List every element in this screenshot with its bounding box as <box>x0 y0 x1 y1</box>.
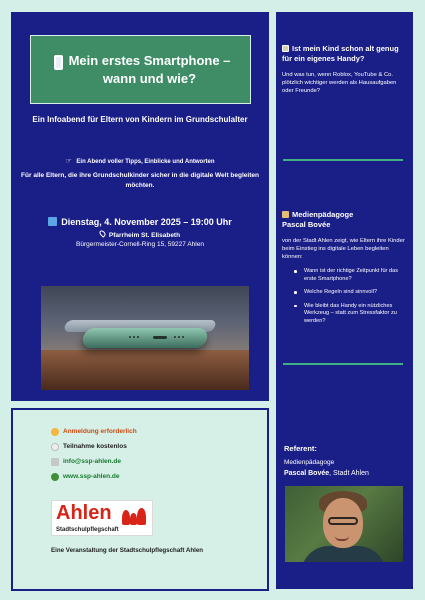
event-date-time <box>11 216 269 229</box>
referent-affiliation: , Stadt Ahlen <box>329 470 369 477</box>
family-icon <box>122 507 146 525</box>
speaker-question: Wie bleibt das Handy ein nützliches Werkzeug – statt zum Stressfaktor zu werden? <box>304 303 407 326</box>
checkmark-icon <box>51 443 59 451</box>
portrait-shirt <box>301 546 386 562</box>
organizer-text: Eine Veranstaltung der Stadtschulpflegschaft Ahlen <box>51 547 204 554</box>
event-location <box>11 230 269 240</box>
globe-icon <box>51 473 59 481</box>
speaker-portrait <box>285 486 403 562</box>
speaker-hole <box>133 336 135 338</box>
location-pin-icon <box>98 229 106 237</box>
email-icon <box>51 458 59 466</box>
location-text: Pfarrheim St. Elisabeth <box>108 232 181 239</box>
pointing-hand-icon <box>51 428 59 436</box>
speaker-intro: von der Stadt Ahlen zeigt, wie Eltern ihre Kinder beim Einstieg ins digitale Leben begleiten können: <box>282 238 405 260</box>
question-icon <box>282 45 289 52</box>
date-time-text: Dienstag, 4. November 2025 – 19:00 Uhr <box>61 217 232 227</box>
ahlen-stadtschulpflegschaft-logo <box>51 500 153 536</box>
event-info-list <box>51 424 251 484</box>
event-address: Bürgermeister-Cornell-Ring 15, 59227 Ahlen <box>76 241 204 248</box>
event-subtitle: Ein Infoabend für Eltern von Kindern im Grundschulalter <box>32 115 248 124</box>
referent-name: Pascal Bovée <box>284 470 330 477</box>
calendar-icon <box>48 217 57 226</box>
table-surface <box>41 350 249 390</box>
referent-label: Referent: <box>284 444 317 453</box>
features-heading <box>19 157 261 167</box>
charging-port <box>153 336 167 339</box>
logo-word: Ahlen <box>56 502 112 524</box>
event-title: Mein erstes Smartphone – wann und wie? <box>68 52 231 86</box>
speaker-question: Wann ist der richtige Zeitpunkt für das erste Smartphone? <box>304 268 407 283</box>
question-heading <box>282 44 407 64</box>
speaker-block <box>282 210 407 331</box>
question-heading-text: Ist mein Kind schon alt genug für ein eigenes Handy? <box>282 44 399 63</box>
features-heading-text: Ein Abend voller Tipps, Einblicke und Antworten <box>76 159 215 165</box>
speaker-icon <box>282 211 289 218</box>
website[interactable] <box>51 469 251 484</box>
registration-required <box>51 424 251 439</box>
referent-role: Medienpädagoge <box>284 459 335 466</box>
speaker-heading-role: Medienpädagoge <box>292 210 354 219</box>
contact-email[interactable] <box>51 454 251 469</box>
event-title-box <box>30 35 251 104</box>
pointing-hand-icon: ☞ <box>65 158 72 165</box>
participation-text: Teilnahme kostenlos <box>63 443 127 450</box>
participation-free <box>51 439 251 454</box>
website-link[interactable]: www.ssp-ahlen.de <box>63 473 120 480</box>
referent-name-line <box>284 469 369 478</box>
speaker-heading <box>282 210 407 230</box>
speaker-question-list <box>282 268 407 325</box>
smartphone-photo <box>41 286 249 390</box>
speaker-hole <box>129 336 131 338</box>
speaker-hole <box>137 336 139 338</box>
event-features <box>11 157 269 191</box>
question-text: Und was tun, wenn Roblox, YouTube & Co. plötzlich wichtiger werden als Hausaufgaben oder Freunde? <box>282 72 397 94</box>
phone-icon <box>54 55 63 70</box>
speaker-hole <box>178 336 180 338</box>
speaker-question: Welche Regeln sind sinnvoll? <box>304 289 407 297</box>
event-info-box <box>11 408 269 591</box>
smartphone-device <box>81 328 209 348</box>
speaker-heading-name: Pascal Bovée <box>282 220 331 229</box>
event-main-panel <box>11 12 269 401</box>
sidebar-panel <box>276 12 413 589</box>
speaker-hole <box>182 336 184 338</box>
question-block <box>282 44 407 95</box>
logo-subtitle: Stadtschulpflegschaft <box>56 527 119 533</box>
email-link[interactable]: info@ssp-ahlen.de <box>63 458 121 465</box>
section-divider <box>283 159 403 161</box>
section-divider <box>283 363 403 365</box>
portrait-glasses <box>328 517 358 525</box>
speaker-hole <box>174 336 176 338</box>
registration-text: Anmeldung erforderlich <box>63 428 137 435</box>
features-description: Für alle Eltern, die ihre Grundschulkinder sicher in die digitale Welt begleiten möchten. <box>21 172 259 189</box>
